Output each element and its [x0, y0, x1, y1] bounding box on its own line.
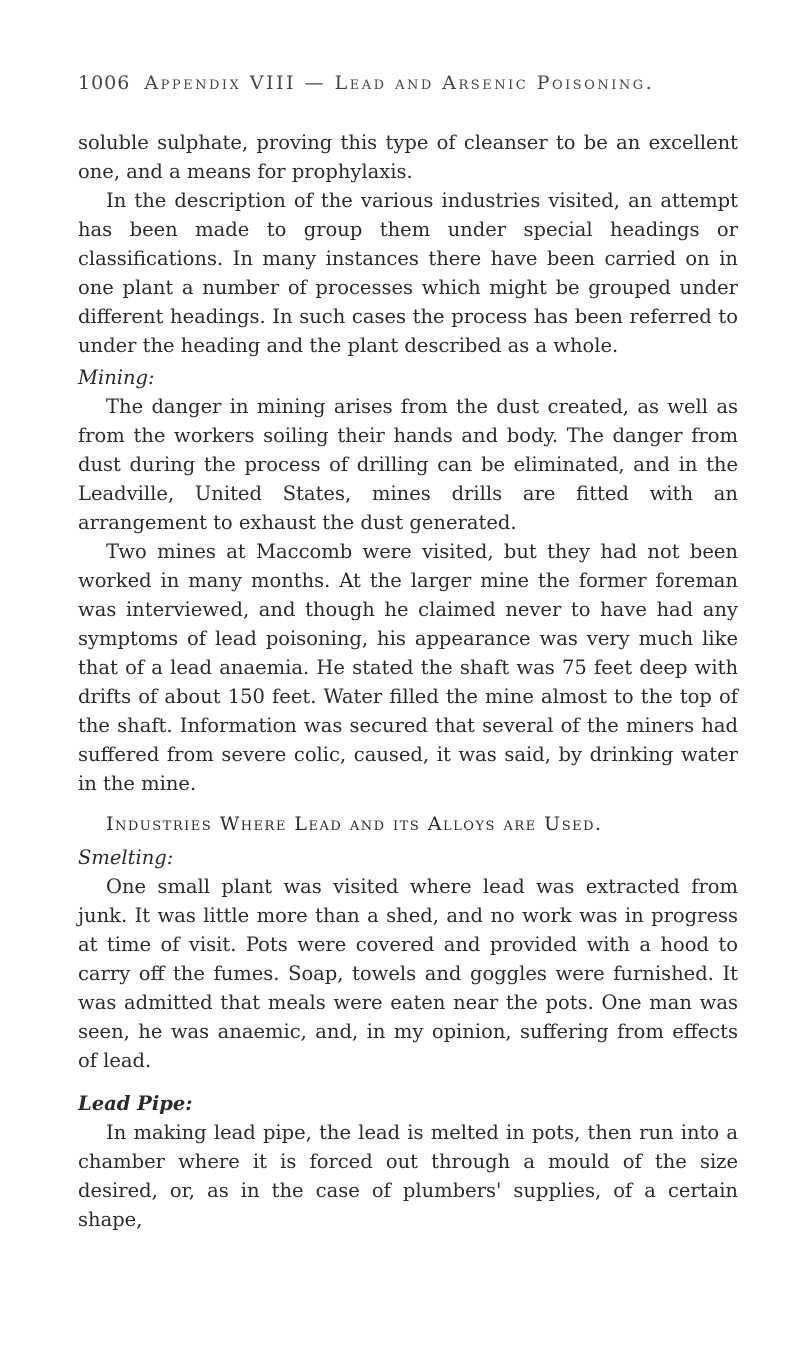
paragraph-lead-pipe: In making lead pipe, the lead is melted in pots, then run into a chamber where it is forced out through a mould of the size desired, or, as in the case of plumbers' supplies, of a certain shape, [78, 1121, 738, 1231]
document-page [78, 72, 738, 1234]
paragraph-smelting: One small plant was visited where lead was extracted from junk. It was little more than a shed, and no work was in progress at time of visit. Pots were covered and provided with a hood to carry off the fumes. Soap, towels and goggles were furnished. It was admitted that meals were eaten near the pots. One man was seen, he was anaemic, and, in my opinion, suffering from effects of lead. [78, 875, 738, 1072]
page-number: 1006 [78, 72, 131, 94]
mining-heading: Mining: [78, 366, 155, 389]
lead-pipe-heading: Lead Pipe: [78, 1092, 193, 1115]
paragraph-mining-danger: The danger in mining arises from the dust created, as well as from the workers soiling their hands and body. The danger from dust during the process of drilling can be eliminated, and in the Leadville, United States, mines drills are fitted with an arrangement to exhaust the dust generated. [78, 395, 738, 534]
industries-section-heading: Industries Where Lead and its Alloys are Used. [106, 813, 603, 835]
paragraph-maccomb-mines: Two mines at Maccomb were visited, but they had not been worked in many months. At the larger mine the former foreman was interviewed, and though he claimed never to have had any symptoms of lead poisoning, his appearance was very much like that of a lead anaemia. He stated the shaft was 75 feet deep with drifts of about 150 feet. Water filled the mine almost to the top of the shaft. Information was secured that several of the miners had suffered from severe colic, caused, it was said, by drinking water in the mine. [78, 540, 738, 795]
running-title: Appendix VIII — Lead and Arsenic Poisoning. [144, 72, 655, 94]
smelting-heading: Smelting: [78, 846, 174, 869]
running-head [78, 72, 738, 94]
paragraph-continuation: soluble sulphate, proving this type of cleanser to be an excellent one, and a means for prophylaxis. [78, 131, 738, 183]
paragraph-classification: In the description of the various industries visited, an attempt has been made to group them under special headings or classifications. In many instances there have been carried on in one plant a number of processes which might be grouped under different headings. In such cases the process has been referred to under the heading and the plant described as a whole. [78, 189, 738, 357]
